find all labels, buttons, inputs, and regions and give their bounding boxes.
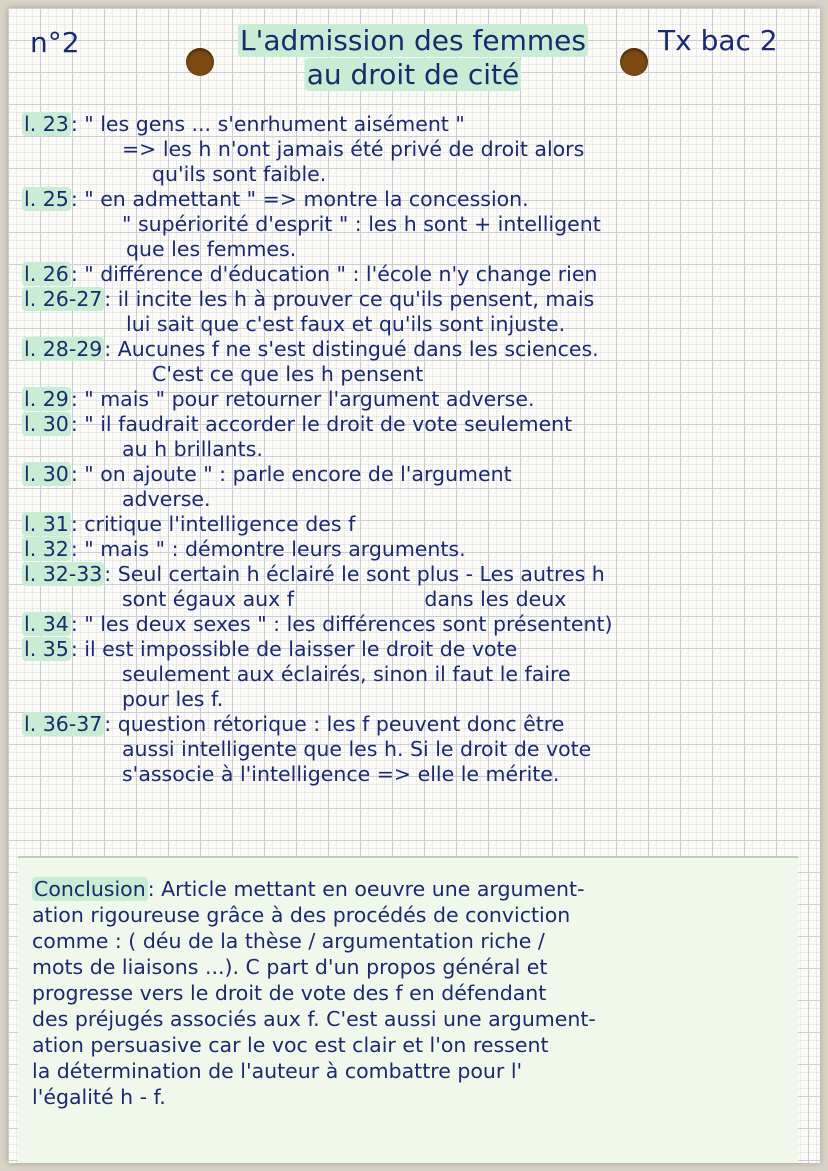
line-ref: l. 29 (24, 387, 69, 411)
note-line (22, 387, 812, 412)
note-line (22, 112, 812, 137)
note-line (22, 437, 812, 462)
note-line (22, 587, 812, 612)
note-text: seulement aux éclairés, sinon il faut le faire (122, 662, 571, 686)
note-line (22, 662, 812, 687)
note-text: que les femmes. (126, 237, 297, 261)
note-text: aussi intelligente que les h. Si le droit de vote (122, 737, 592, 761)
conclusion-line (32, 1006, 802, 1032)
note-text: : critique l'intelligence des f (70, 512, 356, 536)
note-text: : " différence d'éducation " : l'école n'y change rien (70, 262, 598, 286)
note-line (22, 737, 812, 762)
line-ref: l. 34 (24, 612, 69, 636)
note-text: : " on ajoute " : parle encore de l'argument (70, 462, 512, 486)
note-line (22, 687, 812, 712)
conclusion-line (32, 928, 802, 954)
conclusion-line-text: progresse vers le droit de vote des f en défendant (32, 981, 547, 1005)
note-line (22, 312, 812, 337)
conclusion-line (32, 954, 802, 980)
binder-hole-right (620, 48, 648, 76)
line-ref: l. 35 (24, 637, 69, 661)
conclusion-text (32, 876, 802, 1110)
line-ref: l. 26 (24, 262, 69, 286)
note-text: : Seul certain h éclairé le sont plus - Les autres h (104, 562, 605, 586)
line-ref: l. 30 (24, 412, 69, 436)
line-ref: l. 25 (24, 187, 69, 211)
conclusion-line (32, 1084, 802, 1110)
note-text: => les h n'ont jamais été privé de droit alors (122, 137, 585, 161)
note-line (22, 462, 812, 487)
note-text: C'est ce que les h pensent (152, 362, 424, 386)
line-ref: l. 32 (24, 537, 69, 561)
note-line (22, 337, 812, 362)
note-line (22, 512, 812, 537)
note-text: : il est impossible de laisser le droit de vote (70, 637, 518, 661)
note-line (22, 262, 812, 287)
conclusion-label: Conclusion (34, 877, 146, 901)
conclusion-line-text: la détermination de l'auteur à combattre pour l' (32, 1059, 523, 1083)
title-line-2: au droit de cité (306, 58, 520, 91)
note-text: : " mais " pour retourner l'argument adverse. (70, 387, 535, 411)
note-text: : " il faudrait accorder le droit de vote seulement (70, 412, 573, 436)
note-text: s'associe à l'intelligence => elle le mérite. (122, 762, 560, 786)
line-ref: l. 28-29 (24, 337, 103, 361)
conclusion-line (32, 902, 802, 928)
note-line (22, 137, 812, 162)
conclusion-line-text: : Article mettant en oeuvre une argument- (147, 877, 585, 901)
note-text: " supériorité d'esprit " : les h sont + intelligent (122, 212, 601, 236)
conclusion-line-text: ation persuasive car le voc est clair et l'on ressent (32, 1033, 549, 1057)
note-text: : Aucunes f ne s'est distingué dans les sciences. (104, 337, 599, 361)
note-line (22, 712, 812, 737)
notebook-page (8, 8, 820, 1163)
conclusion-line-text: l'égalité h - f. (32, 1085, 166, 1109)
conclusion-line (32, 1032, 802, 1058)
note-line (22, 412, 812, 437)
note-text: lui sait que c'est faux et qu'ils sont injuste. (126, 312, 566, 336)
note-line (22, 487, 812, 512)
note-line (22, 362, 812, 387)
note-line (22, 237, 812, 262)
note-text: qu'ils sont faible. (152, 162, 327, 186)
note-text: adverse. (122, 487, 211, 511)
notes-list (22, 112, 812, 787)
note-line (22, 537, 812, 562)
note-line (22, 762, 812, 787)
note-line (22, 212, 812, 237)
line-ref: l. 31 (24, 512, 69, 536)
note-text: : il incite les h à prouver ce qu'ils pensent, mais (104, 287, 595, 311)
note-line (22, 612, 812, 637)
page-number: n°2 (30, 26, 80, 59)
note-text: : " les deux sexes " : les différences sont présentent) (70, 612, 613, 636)
note-text: pour les f. (122, 687, 224, 711)
title-line-1: L'admission des femmes (240, 24, 586, 57)
note-text: sont égaux aux f dans les deux (122, 587, 567, 611)
note-line (22, 562, 812, 587)
note-line (22, 187, 812, 212)
note-text: : " mais " : démontre leurs arguments. (70, 537, 466, 561)
note-text: au h brillants. (122, 437, 263, 461)
line-ref: l. 23 (24, 112, 69, 136)
page-title (218, 24, 608, 92)
conclusion-line (32, 1058, 802, 1084)
line-ref: l. 30 (24, 462, 69, 486)
conclusion-line-text: ation rigoureuse grâce à des procédés de conviction (32, 903, 571, 927)
conclusion-line-text: comme : ( déu de la thèse / argumentation riche / (32, 929, 545, 953)
conclusion-line (32, 876, 802, 902)
note-text: : " en admettant " => montre la concession. (70, 187, 529, 211)
note-text: : question rétorique : les f peuvent donc être (104, 712, 565, 736)
note-line (22, 287, 812, 312)
note-text: : " les gens ... s'enrhument aisément " (70, 112, 465, 136)
note-line (22, 637, 812, 662)
text-reference: Tx bac 2 (658, 24, 778, 57)
line-ref: l. 26-27 (24, 287, 103, 311)
conclusion-line-text: des préjugés associés aux f. C'est aussi une argument- (32, 1007, 596, 1031)
conclusion-line (32, 980, 802, 1006)
line-ref: l. 36-37 (24, 712, 103, 736)
line-ref: l. 32-33 (24, 562, 103, 586)
conclusion-line-text: mots de liaisons ...). C part d'un propos général et (32, 955, 548, 979)
note-line (22, 162, 812, 187)
binder-hole-left (186, 48, 214, 76)
